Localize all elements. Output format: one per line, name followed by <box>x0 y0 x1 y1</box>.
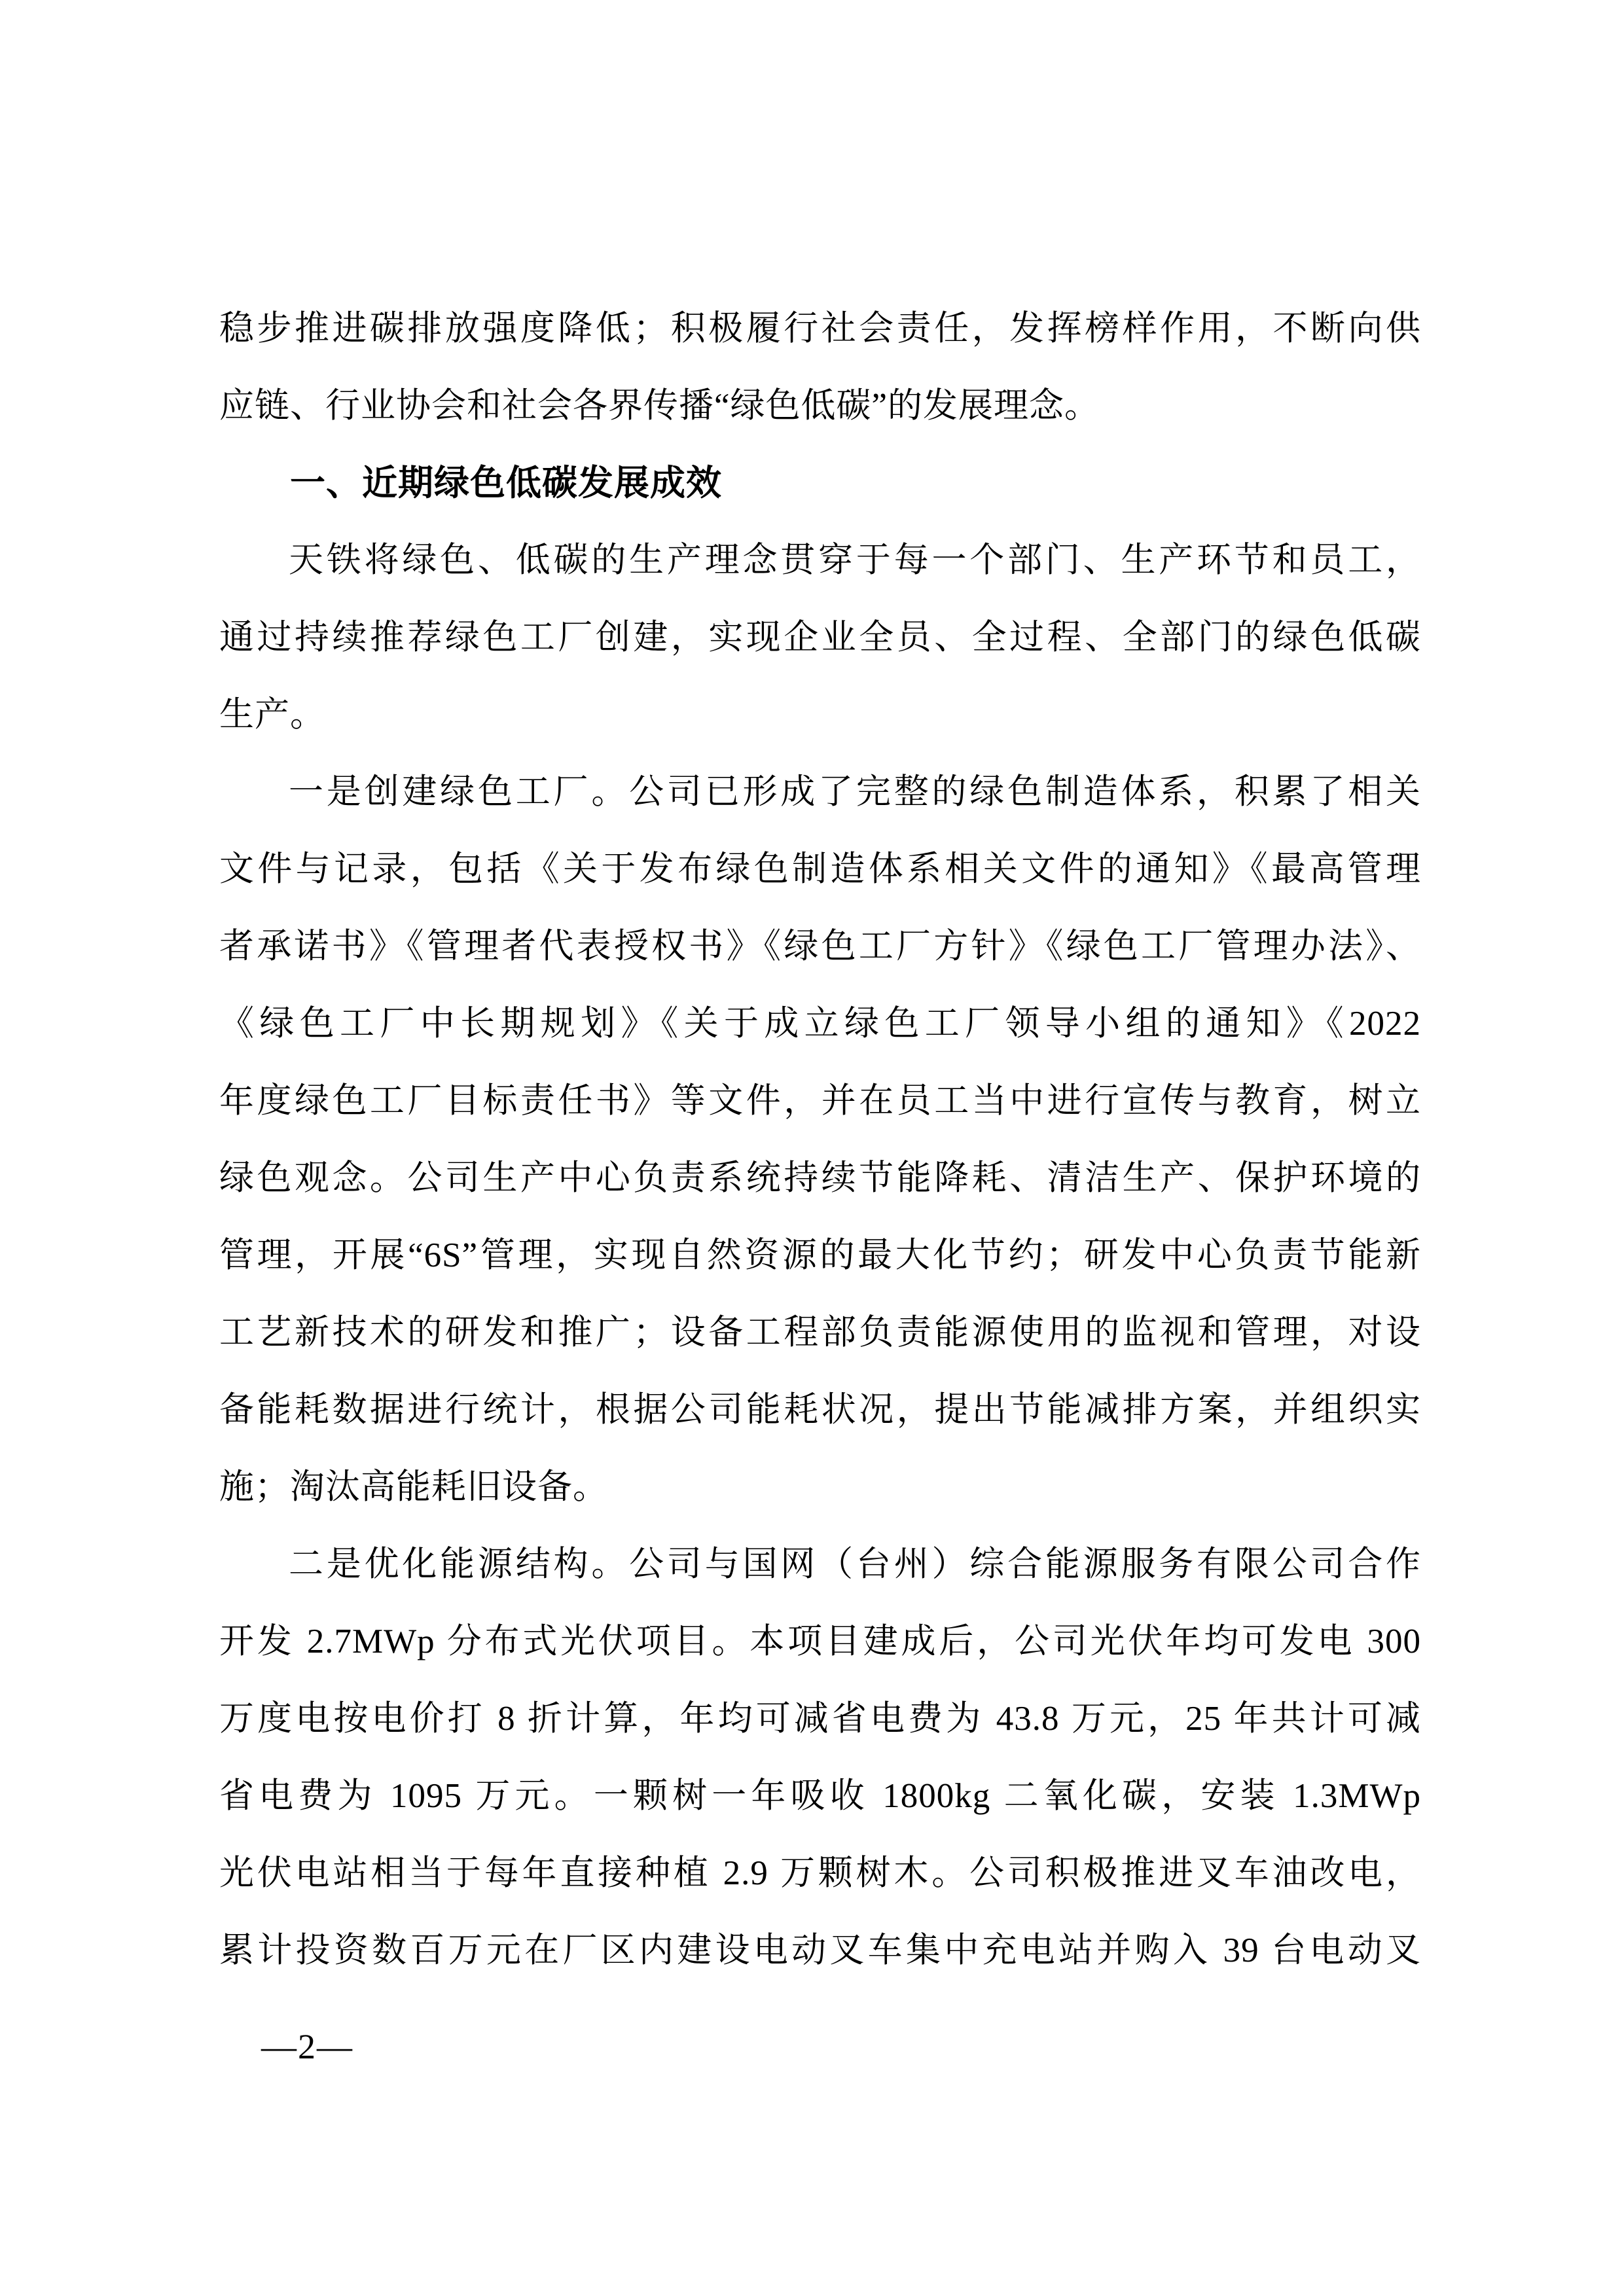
text-line: 应链、行业协会和社会各界传播“绿色低碳”的发展理念。 <box>219 387 1100 425</box>
text-line: 管理，开展“6S”管理，实现自然资源的最大化节约；研发中心负责节能新 <box>219 1236 1421 1274</box>
text-line: 一是创建绿色工厂。公司已形成了完整的绿色制造体系，积累了相关 <box>289 773 1421 811</box>
text-line: 绿色观念。公司生产中心负责系统持续节能降耗、清洁生产、保护环境的 <box>219 1159 1421 1197</box>
text-line: 二是优化能源结构。公司与国网（台州）综合能源服务有限公司合作 <box>289 1545 1421 1583</box>
text-line: 开发 2.7MWp 分布式光伏项目。本项目建成后，公司光伏年均可发电 300 <box>219 1623 1421 1660</box>
page-number: —2— <box>261 2027 353 2066</box>
text-line: 施；淘汰高能耗旧设备。 <box>219 1468 608 1506</box>
section-heading: 一、近期绿色低碳发展成效 <box>290 463 722 503</box>
text-line: 备能耗数据进行统计，根据公司能耗状况，提出节能减排方案，并组织实 <box>219 1391 1421 1429</box>
text-line: 年度绿色工厂目标责任书》等文件，并在员工当中进行宣传与教育，树立 <box>219 1082 1421 1120</box>
text-line: 生产。 <box>219 696 325 734</box>
text-line: 者承诺书》《管理者代表授权书》《绿色工厂方针》《绿色工厂管理办法》、 <box>219 927 1421 965</box>
text-line: 光伏电站相当于每年直接种植 2.9 万颗树木。公司积极推进叉车油改电， <box>219 1854 1421 1892</box>
text-line: 万度电按电价打 8 折计算，年均可减省电费为 43.8 万元，25 年共计可减 <box>219 1700 1421 1738</box>
text-block <box>219 290 1421 1989</box>
text-line: 省电费为 1095 万元。一颗树一年吸收 1800kg 二氧化碳，安装 1.3MWp <box>219 1777 1421 1815</box>
text-line: 通过持续推荐绿色工厂创建，实现企业全员、全过程、全部门的绿色低碳 <box>219 619 1421 656</box>
text-line: 稳步推进碳排放强度降低；积极履行社会责任，发挥榜样作用，不断向供 <box>219 310 1421 348</box>
text-line: 天铁将绿色、低碳的生产理念贯穿于每一个部门、生产环节和员工， <box>289 541 1421 579</box>
text-line: 工艺新技术的研发和推广；设备工程部负责能源使用的监视和管理，对设 <box>219 1314 1421 1352</box>
text-line: 《绿色工厂中长期规划》《关于成立绿色工厂领导小组的通知》《2022 <box>219 1005 1421 1043</box>
text-line: 文件与记录，包括《关于发布绿色制造体系相关文件的通知》《最高管理 <box>219 850 1421 888</box>
text-line: 累计投资数百万元在厂区内建设电动叉车集中充电站并购入 39 台电动叉 <box>219 1931 1421 1969</box>
